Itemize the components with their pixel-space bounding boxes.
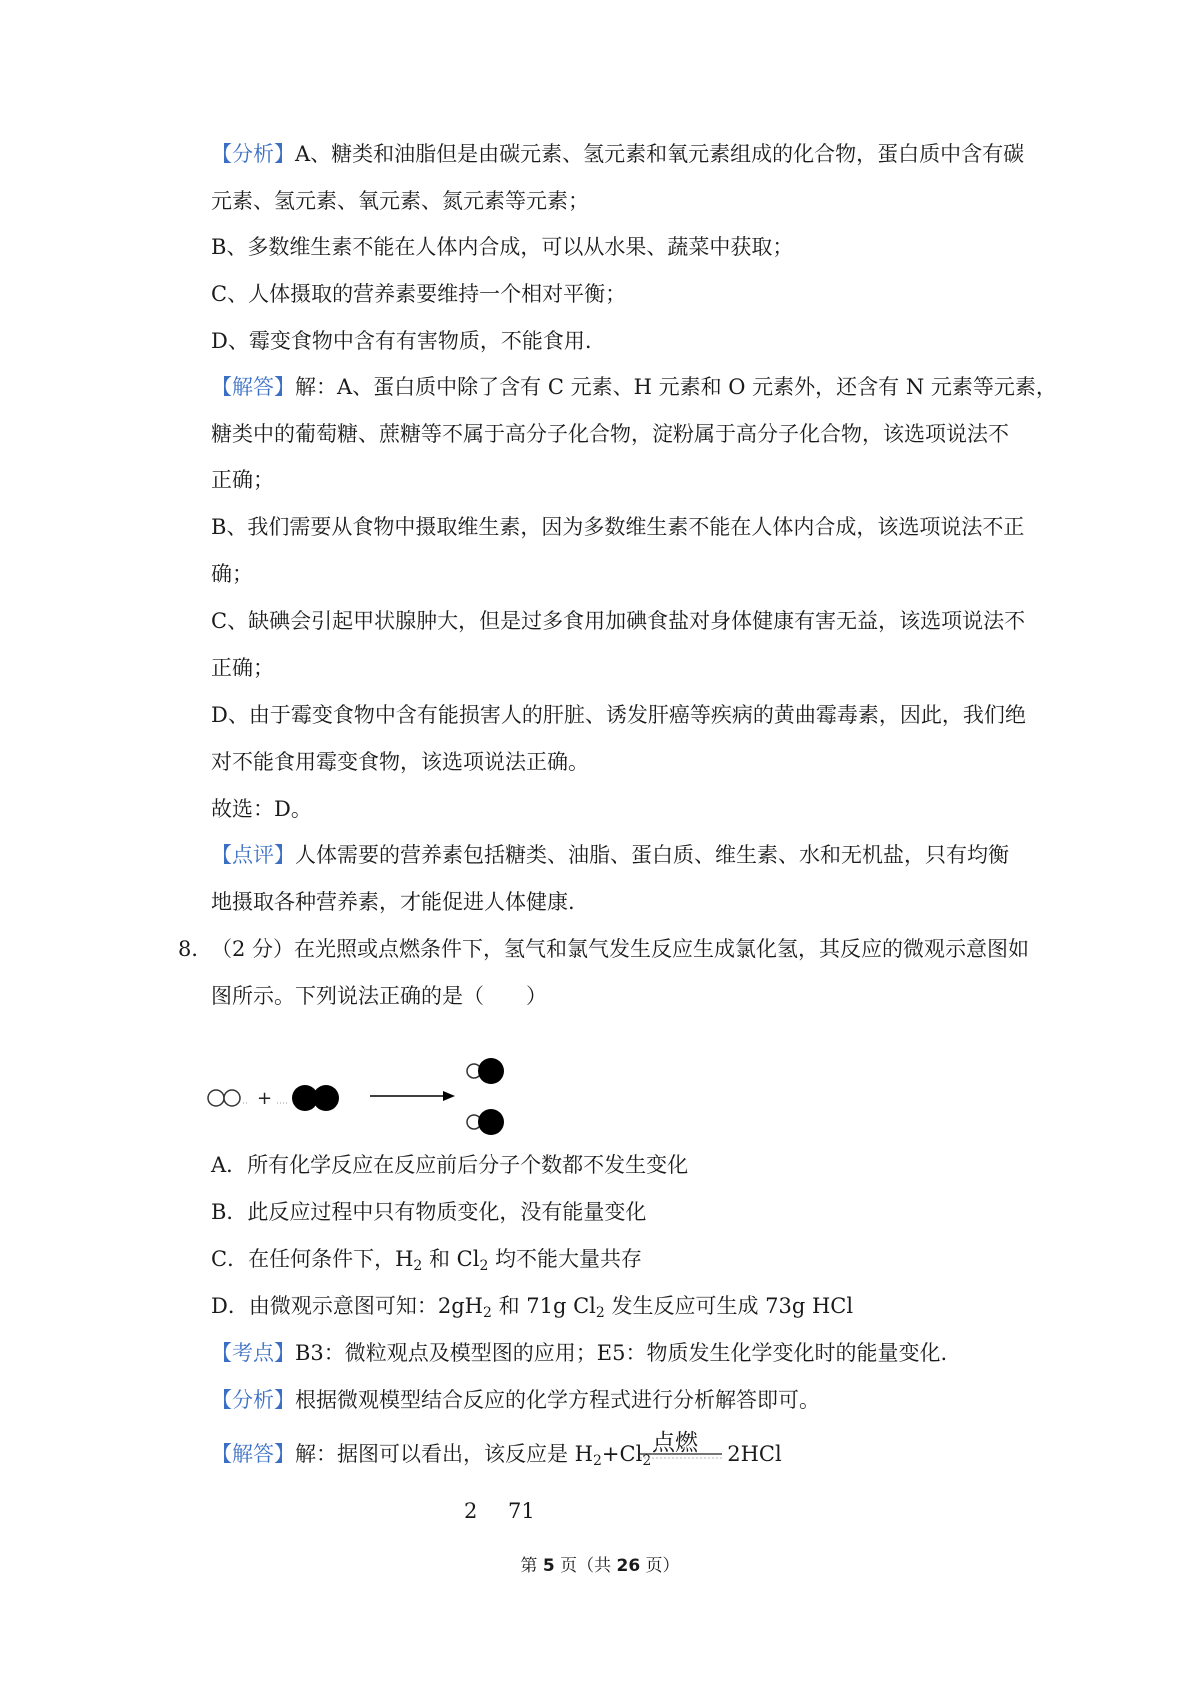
q7-answer-line-5: 确； [211,562,253,586]
q8-stem-line-1: （2 分）在光照或点燃条件下，氢气和氯气发生反应生成氯化氢，其反应的微观示意图如 [211,937,1030,961]
option-a: A．所有化学反应在反应前后分子个数都不发生变化 [211,1153,689,1177]
q8-number: 8． [178,937,213,961]
mass-cl2: 71 [508,1499,535,1523]
option-c: C．在任何条件下，$H_2$ 和 $Cl_2$ 均不能大量共存 [211,1247,643,1274]
plus-sign: + [257,1088,273,1109]
hydrogen-atom [224,1090,240,1106]
analysis-tag: 【分析】 [211,142,295,166]
analysis-tag: 【分析】 [211,1388,295,1412]
q7-answer-line-4: B、我们需要从食物中摄取维生素，因为多数维生素不能在人体内合成，该选项说法不正 [211,515,1025,539]
q7-analysis-line-3: B、多数维生素不能在人体内合成，可以从水果、蔬菜中获取； [211,235,794,259]
hydrogen-atom [208,1090,224,1106]
q7-analysis-line-1: 【分析】A、糖类和油脂但是由碳元素、氢元素和氧元素组成的化合物，蛋白质中含有碳 [211,142,1025,166]
q7-analysis-line-4: C、人体摄取的营养素要维持一个相对平衡； [211,282,627,306]
comment-tag: 【点评】 [211,843,295,867]
q7-analysis-line-2: 元素、氢元素、氧元素、氮元素等元素； [211,189,589,213]
q8-keypoint: 【考点】B3：微粒观点及模型图的应用；E5：物质发生化学变化时的能量变化. [211,1341,948,1365]
keypoint-tag: 【考点】 [211,1341,295,1365]
answer-tag: 【解答】 [211,1442,295,1466]
reaction-condition: 点燃 [652,1430,698,1456]
q8-stem-line-2: 图所示。下列说法正确的是（ ） [211,984,547,1008]
q7-comment-line-2: 地摄取各种营养素，才能促进人体健康. [211,890,575,914]
reaction-diagram [205,1040,525,1140]
q7-answer-line-9: 对不能食用霉变食物，该选项说法正确。 [211,750,589,774]
q7-answer-choice: 故选：D。 [211,797,312,821]
page-footer: 第 5 页（共 26 页） [520,1556,680,1576]
option-b: B．此反应过程中只有物质变化，没有能量变化 [211,1200,647,1224]
q7-answer-line-8: D、由于霉变食物中含有能损害人的肝脏、诱发肝癌等疾病的黄曲霉毒素，因此，我们绝 [211,703,1026,727]
q7-analysis-line-5: D、霉变食物中含有有害物质，不能食用. [211,329,592,353]
option-d: D．由微观示意图可知：$2gH_2$ 和 71g $Cl_2$ 发生反应可生成 73g HCl [211,1294,854,1321]
chlorine-atom [478,1109,504,1135]
q7-answer-line-1: 【解答】解：A、蛋白质中除了含有 C 元素、H 元素和 O 元素外，还含有 N 元素等元素， [211,375,1057,399]
chlorine-atom [478,1058,504,1084]
q8-answer: 【解答】解：据图可以看出，该反应是 $H_2+Cl_2$ 2HCl [211,1442,782,1469]
q7-answer-line-3: 正确； [211,468,274,492]
chlorine-atom [313,1085,339,1111]
q7-answer-line-6: C、缺碘会引起甲状腺肿大，但是过多食用加碘食盐对身体健康有害无益，该选项说法不 [211,609,1026,633]
equation-equals-line [640,1452,722,1460]
arrow-head-icon [443,1091,455,1101]
q7-answer-line-2: 糖类中的葡萄糖、蔗糖等不属于高分子化合物，淀粉属于高分子化合物，该选项说法不 [211,422,1009,446]
q8-analysis: 【分析】根据微观模型结合反应的化学方程式进行分析解答即可。 [211,1388,820,1412]
q7-answer-line-7: 正确； [211,656,274,680]
answer-tag: 【解答】 [211,375,295,399]
q7-comment-line-1: 【点评】人体需要的营养素包括糖类、油脂、蛋白质、维生素、水和无机盐，只有均衡 [211,843,1009,867]
mass-h2: 2 [464,1499,478,1523]
